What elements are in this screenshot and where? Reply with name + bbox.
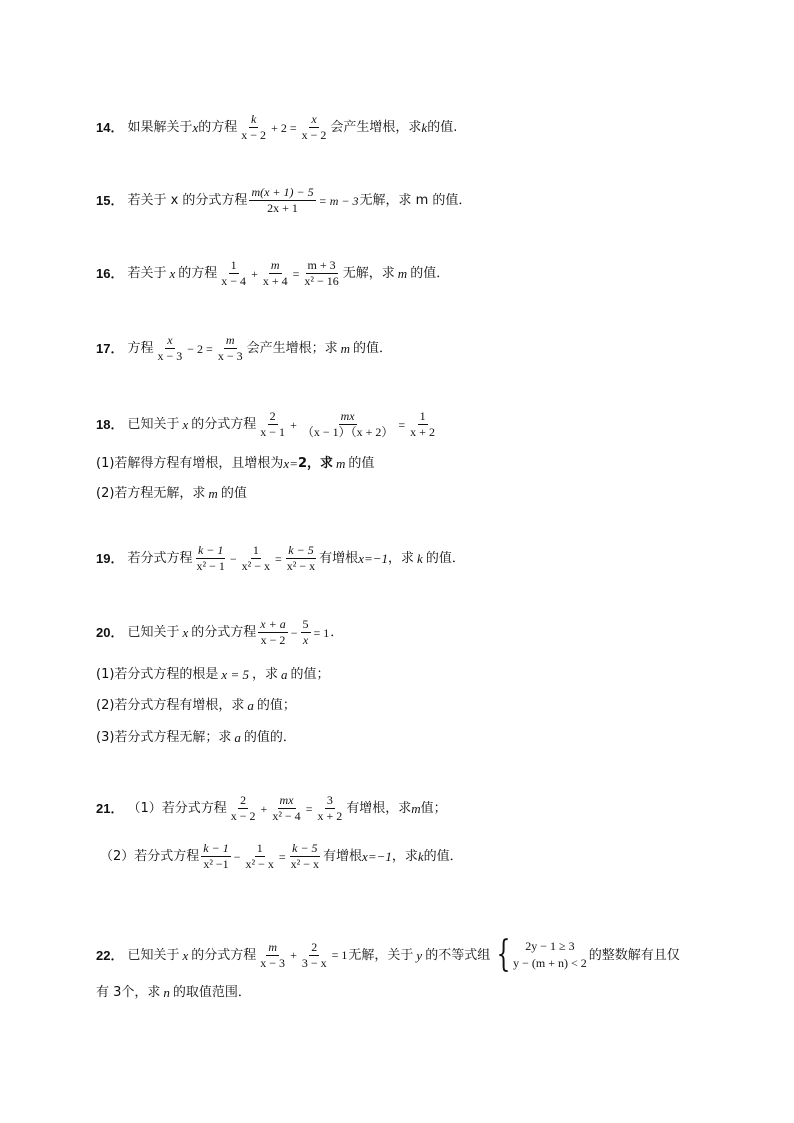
- fraction: $\frac{m}{x - 3}$: [217, 333, 243, 363]
- text: 无解，求 m 的值．: [359, 193, 472, 208]
- text: 的值: [348, 456, 375, 471]
- text: 的值．: [425, 551, 465, 566]
- math-var: n: [163, 985, 170, 1000]
- math-operator: =: [278, 849, 286, 864]
- fraction: $\frac{k - 1}{\text{x² −1}}$: [203, 841, 229, 871]
- math-operator: = m − 3: [318, 193, 359, 208]
- text: (1)若分式方程的根是: [96, 667, 219, 682]
- math-var: k: [417, 849, 424, 864]
- fraction: $\frac{1}{\text{x² − x}}$: [241, 543, 271, 573]
- math-operator: =: [398, 417, 406, 432]
- text: 方程: [127, 341, 154, 356]
- math-operator: =: [305, 801, 313, 816]
- problem-17: [96, 333, 392, 364]
- problem-number: 19．: [96, 551, 124, 566]
- fraction: $\frac{mx}{(x - 1)(x + 2)}$: [301, 409, 394, 439]
- text: 值；: [420, 801, 447, 816]
- fraction: $\frac{k - 5}{\text{x² − x}}$: [290, 841, 320, 871]
- math-operator: +: [260, 801, 268, 816]
- math-expr: x=−1: [358, 551, 389, 566]
- problem-18-part-2: [96, 487, 247, 500]
- math-var: x: [182, 417, 189, 432]
- text: 的不等式组: [425, 947, 491, 963]
- fraction: $\frac{m(x + 1) - 5}{2x + 1}$: [251, 185, 314, 215]
- text: (2)若方程无解，求: [96, 486, 206, 501]
- text: 有增根: [319, 551, 359, 566]
- problem-number: 22．: [96, 947, 124, 963]
- text: ．: [330, 625, 344, 640]
- problem-19: [96, 543, 465, 574]
- problem-20: [96, 617, 343, 648]
- text: 的值．: [353, 341, 393, 356]
- text: 2，求: [297, 456, 334, 471]
- math-var: y: [416, 947, 423, 963]
- problem-number: 21．: [96, 801, 124, 816]
- text: （1）若分式方程: [127, 801, 227, 816]
- problem-number: 20．: [96, 625, 124, 640]
- fraction: $\frac{m + 3}{\text{x² − 16}}$: [304, 258, 339, 288]
- fraction: $\frac{1}{x + 2}$: [410, 409, 435, 439]
- fraction: $\frac{2}{3 - x}$: [301, 939, 327, 970]
- text: 有增根，求: [346, 801, 412, 816]
- problem-21-part-2: [100, 841, 463, 872]
- math-var: m: [397, 266, 408, 281]
- left-brace-icon: {: [496, 934, 511, 975]
- text: 已知关于: [127, 625, 180, 640]
- text: 有 3个，求: [96, 985, 161, 1000]
- fraction: $\frac{2}{x - 2}$: [230, 793, 256, 823]
- text: 如果解关于: [127, 120, 193, 135]
- fraction: $\frac{5}{x}$: [302, 617, 309, 647]
- math-var: a: [280, 667, 288, 682]
- fraction: $\frac{mx}{\text{x² − 4}}$: [272, 793, 301, 823]
- text: 的值的．: [243, 730, 296, 745]
- text: (1)若解得方程有增根，且增根为: [96, 456, 284, 471]
- inequality-system: [492, 934, 587, 975]
- fraction: $\frac{x}{x - 2}$: [301, 112, 327, 142]
- text: 已知关于: [127, 417, 180, 432]
- math-var: x: [182, 625, 189, 640]
- text: (2)若分式方程有增根，求: [96, 698, 245, 713]
- text: 的值.: [427, 120, 458, 135]
- text: 的取值范围．: [172, 985, 251, 1000]
- text: 的分式方程: [191, 625, 257, 640]
- problem-number: 16．: [96, 266, 124, 281]
- math-var: m: [411, 801, 421, 816]
- text: 的值．: [423, 849, 463, 864]
- math-var: a: [234, 730, 241, 745]
- math-var: x: [169, 266, 176, 281]
- math-var: x=: [283, 456, 298, 471]
- problem-20-part-3: [96, 731, 296, 744]
- math-var: k: [417, 551, 423, 566]
- fraction: $\frac{m}{x - 3}$: [260, 939, 286, 970]
- problem-22: [96, 934, 680, 975]
- text: 的值: [220, 486, 247, 501]
- math-operator: +: [290, 948, 297, 962]
- math-operator: = 1: [331, 948, 348, 962]
- problem-18: [96, 409, 439, 440]
- problem-number: 15．: [96, 193, 124, 208]
- problem-18-part-1: [96, 457, 374, 470]
- text: 若分式方程: [127, 551, 193, 566]
- math-operator: − 2 =: [187, 341, 213, 356]
- fraction: $\frac{k - 5}{\text{x² − x}}$: [286, 543, 316, 573]
- problem-20-part-1: [96, 668, 330, 681]
- fraction: $\frac{3}{x + 2}$: [317, 793, 343, 823]
- fraction: $\frac{2}{x - 1}$: [260, 409, 286, 439]
- fraction: $\frac{1}{\text{x² − x}}$: [245, 841, 274, 871]
- text: (3)若分式方程无解；求: [96, 730, 232, 745]
- math-operator: +: [290, 417, 297, 432]
- text: 的值．: [410, 266, 450, 281]
- text: 会产生增根，求: [330, 120, 422, 135]
- math-operator: −: [290, 625, 298, 640]
- problem-14: [96, 112, 457, 143]
- text: 会产生增根；求: [246, 341, 338, 356]
- math-operator: =: [275, 551, 282, 566]
- math-var: m: [208, 486, 218, 501]
- problem-22-line-2: [96, 986, 251, 999]
- math-var: x: [182, 947, 189, 963]
- math-var: m: [336, 456, 346, 471]
- text: （2）若分式方程: [100, 849, 200, 864]
- text: 的方程: [178, 266, 218, 281]
- problem-21-part-1: [96, 793, 447, 824]
- text: 的整数解有且仅: [588, 947, 680, 963]
- problem-15: [96, 185, 471, 216]
- fraction: $\frac{x}{x - 3}$: [157, 333, 183, 363]
- math-operator: +: [251, 266, 258, 281]
- math-operator: =: [292, 266, 300, 281]
- text: 的分式方程: [191, 947, 257, 963]
- math-operator: = 1: [313, 625, 330, 640]
- fraction: $\frac{k}{x - 2}$: [241, 112, 267, 142]
- text: ，求: [388, 551, 415, 566]
- math-var: x: [192, 120, 199, 135]
- problem-16: [96, 258, 449, 289]
- math-var: m: [340, 341, 350, 356]
- text: ，求: [251, 667, 278, 682]
- problem-number: 17．: [96, 341, 124, 356]
- math-var: k: [421, 120, 428, 135]
- text: 的值；: [256, 698, 296, 713]
- inequality-2: y − (m + n) < 2: [513, 956, 587, 970]
- inequality-1: 2y − 1 ≥ 3: [525, 939, 575, 953]
- fraction: $\frac{m}{x + 4}$: [262, 258, 288, 288]
- text: 无解，求: [342, 266, 395, 281]
- fraction: $\frac{1}{x - 4}$: [221, 258, 247, 288]
- fraction: $\frac{k - 1}{\text{x² − 1}}$: [196, 543, 225, 573]
- math-operator: −: [233, 849, 241, 864]
- text: 无解，关于: [348, 947, 414, 963]
- text: 若关于 x 的分式方程: [127, 193, 248, 208]
- text: 的方程: [198, 120, 238, 135]
- text: 若关于: [127, 266, 167, 281]
- problem-number: 18．: [96, 417, 124, 432]
- text: 的分式方程: [191, 417, 257, 432]
- problem-number: 14．: [96, 120, 124, 135]
- fraction: $\frac{x + a}{x - 2}$: [260, 617, 286, 647]
- math-var: a: [247, 698, 254, 713]
- text: 的值；: [290, 667, 330, 682]
- text: ，求: [391, 849, 418, 864]
- text: 有增根: [323, 849, 363, 864]
- math-expr: x=−1: [362, 849, 392, 864]
- text: 已知关于: [127, 947, 180, 963]
- math-operator: −: [229, 551, 237, 566]
- math-expr: x = 5: [221, 667, 249, 682]
- problem-20-part-2: [96, 699, 296, 712]
- math-operator: + 2 =: [271, 120, 297, 135]
